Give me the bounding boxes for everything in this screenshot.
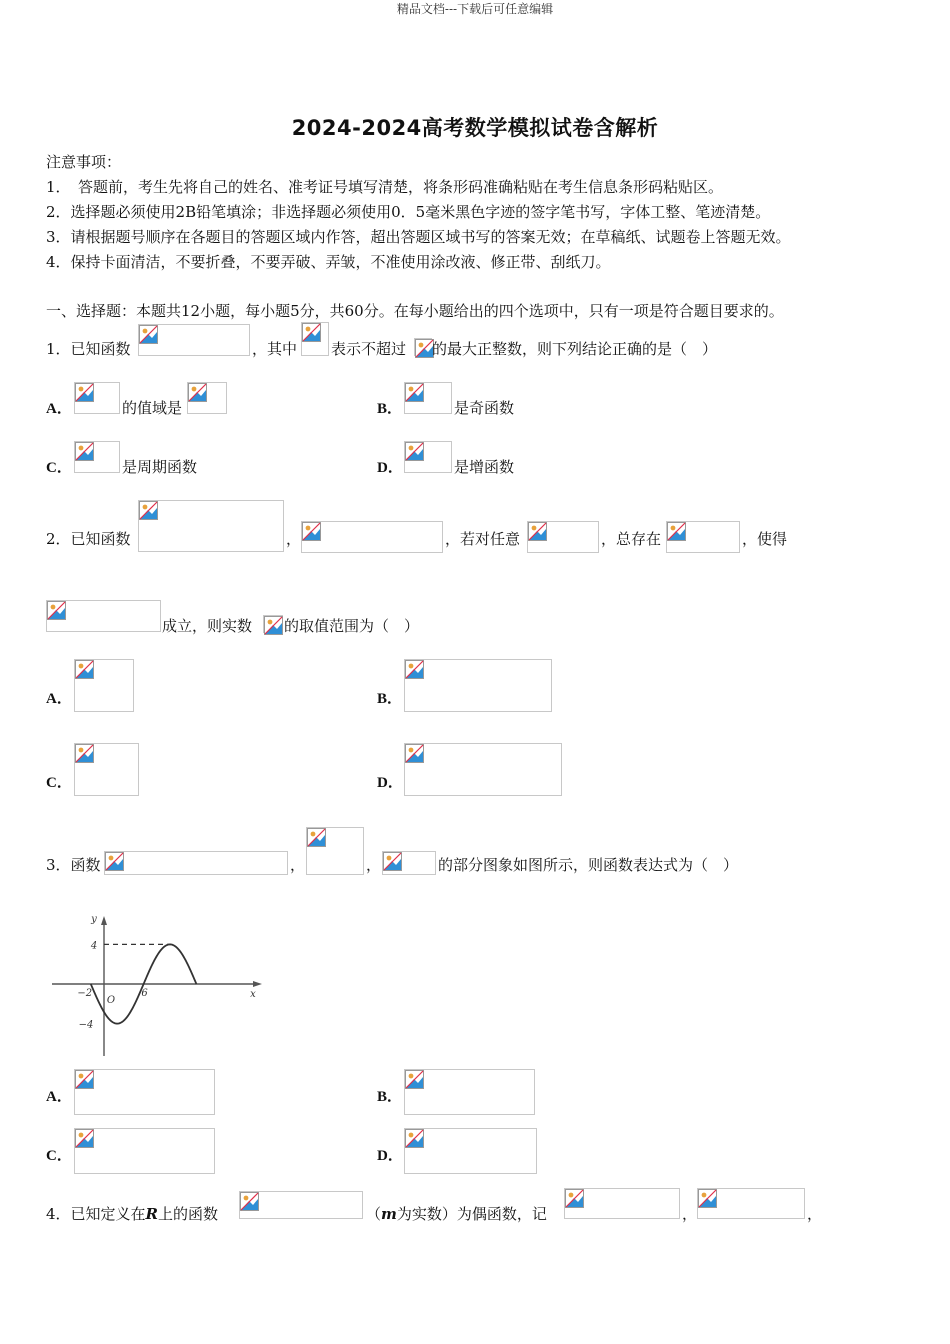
q2-text-3: ，若对任意 <box>445 530 521 548</box>
formula-image <box>104 851 288 875</box>
notice-item-1: 1． 答题前，考生先将自己的姓名、准考证号填写清楚，将条形码准确粘贴在考生信息条形码粘贴区。 <box>46 178 724 196</box>
q3-option-a-label: A． <box>46 1089 72 1105</box>
formula-image <box>404 1128 537 1174</box>
origin-label: O <box>106 995 116 1006</box>
q3-option-c-label: C． <box>46 1148 72 1164</box>
notice-heading: 注意事项： <box>46 153 122 171</box>
section-heading: 一、选择题：本题共12小题，每小题5分，共60分。在每小题给出的四个选项中，只有一项是符合题目要求的。 <box>46 302 784 320</box>
formula-image <box>74 1128 215 1174</box>
q2-option-a-label: A． <box>46 691 72 707</box>
broken-image-icon <box>405 442 425 462</box>
formula-image <box>74 1069 215 1115</box>
q1-text-3: 表示不超过 <box>331 340 407 358</box>
notice-item-3: 3．请根据题号顺序在各题目的答题区域内作答，超出答题区域书写的答案无效；在草稿纸、试题卷上答题无效。 <box>46 228 791 246</box>
x-axis-label: x <box>250 989 256 1000</box>
formula-image <box>404 1069 535 1115</box>
formula-image <box>564 1188 680 1219</box>
broken-image-icon <box>139 501 159 521</box>
formula-image <box>404 743 562 796</box>
broken-image-icon <box>75 442 95 462</box>
broken-image-icon <box>139 325 159 345</box>
notice-item-4: 4．保持卡面清洁，不要折叠，不要弄破、弄皱，不准使用涂改液、修正带、刮纸刀。 <box>46 253 611 271</box>
formula-image <box>697 1188 805 1219</box>
broken-image-icon <box>405 660 425 680</box>
broken-image-icon <box>188 383 208 403</box>
broken-image-icon <box>75 1129 95 1149</box>
broken-image-icon <box>302 323 322 343</box>
broken-image-icon <box>302 522 322 542</box>
q4-text-5: ， <box>682 1205 698 1223</box>
broken-image-icon <box>105 852 125 872</box>
broken-image-icon <box>698 1189 718 1209</box>
function-graph <box>46 910 268 1060</box>
y-tick-label-4: 4 <box>90 940 98 952</box>
broken-image-icon <box>75 1070 95 1090</box>
formula-image <box>263 615 283 633</box>
broken-image-icon <box>667 522 687 542</box>
notice-item-2: 2．选择题必须使用2B铅笔填涂；非选择题必须使用0．5毫米黑色字迹的签字笔书写，字体工整、笔迹清楚。 <box>46 203 771 221</box>
q1-option-a-text: 的值域是 <box>122 399 183 417</box>
y-tick-label-neg4: −4 <box>78 1019 94 1031</box>
formula-image <box>414 338 432 356</box>
q3-text-2: ， <box>290 856 306 874</box>
q2-option-c-label: C． <box>46 775 72 791</box>
formula-image <box>187 382 227 414</box>
q3-option-b-label: B． <box>377 1089 403 1105</box>
formula-image <box>301 322 329 356</box>
formula-image <box>382 851 436 875</box>
y-axis-arrow <box>101 916 107 925</box>
broken-image-icon <box>405 383 425 403</box>
formula-image <box>666 521 740 553</box>
q3-text-4: 的部分图象如图所示，则函数表达式为（ ） <box>438 856 739 874</box>
q1-text-2: ，其中 <box>252 340 298 358</box>
broken-image-icon <box>528 522 548 542</box>
x-axis-arrow <box>253 981 262 987</box>
q2-text-2: ， <box>286 530 302 548</box>
x-tick-label-neg2: −2 <box>77 988 93 999</box>
formula-image <box>74 441 120 473</box>
q2-option-d-label: D． <box>377 775 403 791</box>
q1-option-d-text: 是增函数 <box>454 458 515 476</box>
q1-option-b-text: 是奇函数 <box>454 399 515 417</box>
q4-r-symbol: R <box>145 1205 159 1223</box>
formula-image <box>138 324 250 356</box>
broken-image-icon <box>47 601 67 621</box>
q2-option-b-label: B． <box>377 691 403 707</box>
formula-image <box>527 521 599 553</box>
formula-image <box>239 1191 363 1219</box>
q1-option-d-label: D． <box>377 460 403 476</box>
formula-image <box>404 441 452 473</box>
q2-text-1: 2．已知函数 <box>46 530 131 548</box>
q1-text-1: 1．已知函数 <box>46 340 131 358</box>
formula-image <box>138 500 284 552</box>
q1-option-c-label: C． <box>46 460 72 476</box>
q1-option-a-label: A． <box>46 401 72 417</box>
broken-image-icon <box>405 1129 425 1149</box>
q3-text-1: 3．函数 <box>46 856 101 874</box>
formula-image <box>46 600 161 632</box>
q1-text-4: 的最大正整数，则下列结论正确的是（ ） <box>432 340 718 358</box>
broken-image-icon <box>75 660 95 680</box>
broken-image-icon <box>240 1192 260 1212</box>
formula-image <box>404 659 552 712</box>
broken-image-icon <box>75 383 95 403</box>
q3-option-d-label: D． <box>377 1148 403 1164</box>
broken-image-icon <box>405 744 425 764</box>
broken-image-icon <box>264 616 284 636</box>
y-axis-label: y <box>91 914 97 925</box>
x-tick-label-6: 6 <box>141 988 148 999</box>
q1-option-b-label: B． <box>377 401 403 417</box>
formula-image <box>74 743 139 796</box>
q4-text-1a: 4．已知定义在 <box>46 1205 146 1223</box>
q4-text-4: 为实数）为偶函数，记 <box>396 1205 547 1223</box>
q2-text-5: ，使得 <box>742 530 788 548</box>
broken-image-icon <box>405 1070 425 1090</box>
q1-option-c-text: 是周期函数 <box>122 458 198 476</box>
q4-text-2: 上的函数 <box>158 1205 219 1223</box>
formula-image <box>306 827 364 875</box>
q2-text-7: 的取值范围为（ ） <box>284 617 420 635</box>
q2-text-6: 成立，则实数 <box>162 617 253 635</box>
broken-image-icon <box>383 852 403 872</box>
page-title: 2024-2024高考数学模拟试卷含解析 <box>291 116 659 140</box>
broken-image-icon <box>307 828 327 848</box>
broken-image-icon <box>75 744 95 764</box>
formula-image <box>74 659 134 712</box>
formula-image <box>404 382 452 414</box>
page-header: 精品文档---下载后可任意编辑 <box>396 2 554 16</box>
q4-text-3 <box>366 1204 547 1224</box>
q4-text-3a: （ <box>366 1205 382 1223</box>
broken-image-icon <box>565 1189 585 1209</box>
q2-text-4: ，总存在 <box>601 530 662 548</box>
formula-image <box>74 382 120 414</box>
q4-text-1 <box>46 1204 218 1224</box>
formula-image <box>301 521 443 553</box>
q3-text-3: ， <box>366 856 382 874</box>
q4-text-6: ， <box>807 1205 823 1223</box>
q4-m-symbol: m <box>381 1205 397 1223</box>
